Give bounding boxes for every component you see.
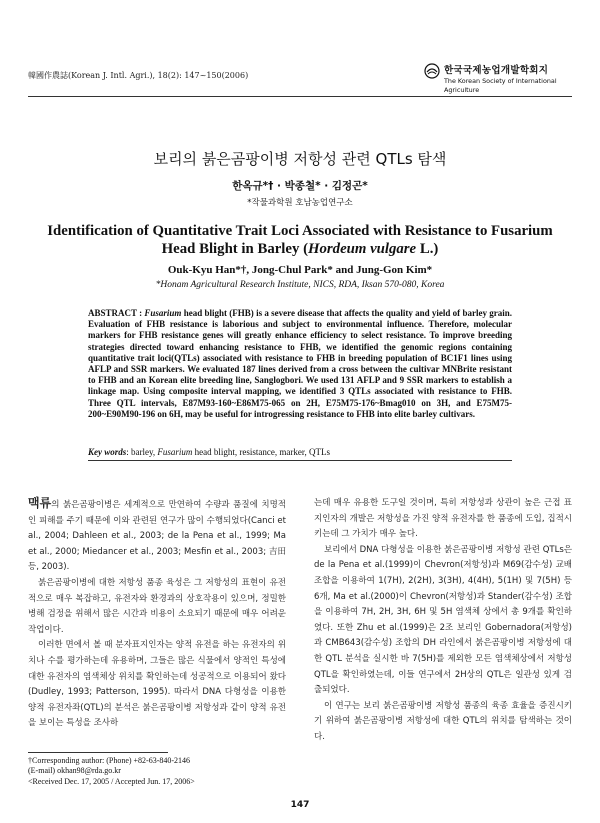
footnote-dates: <Received Dec. 17, 2005 / Accepted Jun. 17, 2006> (28, 776, 195, 786)
body-left-paragraph-2: 붉은곰팡이병에 대한 저항성 품종 육성은 그 저항성의 표현이 유전적으로 매우 복잡하고, 유전자와 환경과의 상호작용이 있으며, 정밀한 병해 검정을 위해서 많은 시간과 비용이 소요되기 때문에 매우 어려운 작업이다. (28, 577, 286, 635)
society-header (424, 62, 557, 94)
header-divider (28, 96, 572, 97)
title-english (40, 222, 560, 258)
body-left-paragraph-1-text: 의 붉은곰팡이병은 세계적으로 만연하여 수량과 품질에 치명적인 피해를 주기 때문에 이와 관련된 연구가 많이 수행되었다(Canci et al., 2004; Dahleen et al., 2003; de la Pena et al., 1999; Ma et al., 2000; Miedancer et al., 2003; Mesfin et al., 2003; 吉田 등, 2003). (28, 500, 286, 573)
title-english-species: Hordeum vulgare (308, 241, 417, 257)
body-right-paragraph-1: 는데 매우 유용한 도구일 것이며, 특히 저항성과 상관이 높은 근접 표지인자의 개발은 저항성을 가진 양적 유전자를 한 품종에 도입, 집적시키는데 그 가치가 매우 높다. (314, 498, 572, 540)
society-name-en-line2: Agriculture (444, 86, 480, 94)
keywords-italic: Fusarium (157, 447, 193, 457)
footnote-email: (E-mail) okhan98@rda.go.kr (28, 766, 121, 776)
society-logo-icon (424, 63, 440, 79)
keywords-pre: : barley, (126, 447, 158, 457)
dropcap: 맥류 (28, 496, 52, 510)
keywords-label: Key words (88, 447, 127, 457)
society-name-en-line1: The Korean Society of International (444, 77, 557, 85)
affiliation-korean: *작물과학원 호남농업연구소 (247, 198, 353, 208)
keywords (88, 447, 512, 457)
title-english-line2-pre: Head Blight in Barley ( (161, 241, 309, 257)
abstract-first-word: Fusarium (144, 308, 182, 318)
body-column-left (28, 496, 286, 732)
page-number: 147 (290, 800, 310, 810)
abstract (88, 308, 512, 420)
body-column-right (314, 496, 572, 746)
title-korean: 보리의 붉은곰팡이병 저항성 관련 QTLs 탐색 (153, 150, 447, 168)
authors-english: Ouk-Kyu Han*†, Jong-Chul Park* and Jung-Gon Kim* (167, 264, 433, 276)
journal-reference: 韓國作農誌(Korean J. Intl. Agri.), 18(2): 147~150(2006) (28, 71, 249, 80)
keywords-post: head blight, resistance, marker, QTLs (192, 447, 331, 457)
title-english-line2-post: L.) (416, 241, 439, 257)
title-english-line1: Identification of Quantitative Trait Loci Associated with Resistance to Fusarium (47, 223, 553, 239)
abstract-label: ABSTRACT : (88, 308, 145, 318)
keywords-divider (88, 460, 512, 461)
body-left-paragraph-1 (28, 496, 286, 576)
footnote-divider (28, 752, 168, 753)
society-text (444, 62, 557, 94)
title-english-line2 (40, 240, 560, 258)
affiliation-english: *Honam Agricultural Research Institute, NICS, RDA, Iksan 570-080, Korea (155, 280, 445, 290)
body-left-paragraph-3: 이러한 면에서 볼 때 분자표지인자는 양적 유전을 하는 유전자의 위치나 수를 평가하는데 유용하며, 그들은 많은 식물에서 양적인 특성에 대한 유전자의 염색체상 위치를 확인하는데 성공적으로 이용되어 왔다(Dudley, 1993; Patterson, 1995). 따라서 DNA 다형성을 이용한 양적 유전자좌(QTL)의 분석은 붉은곰팡이병 저항성과 같이 양적 유전을 보이는 특성을 조사하 (28, 640, 286, 729)
footnote-corresponding-author: †Corresponding author: (Phone) +82-63-840-2146 (28, 756, 191, 765)
body-right-paragraph-2: 보리에서 DNA 다형성을 이용한 붉은곰팡이병 저항성 관련 QTLs은 de la Pena et al.(1999)이 Chevron(저항성)과 M69(감수성) 교배조합을 이용하여 1(7H), 2(2H), 3(3H), 4(4H), 5(1H) 및 7(5H) 등 6개, Ma et al.(2000)이 Chevron(저항성)과 Stander(감수성) 조합을 이용하여 7H, 2H, 3H, 6H 및 5H 염색체 상에서 총 9개를 확인하였다. 또한 Zhu et al.(1999)은 2조 보리인 Gobernadora(저항성)과 CMB643(감수성) 조합의 DH 라인에서 붉은곰팡이병 저항성에 대한 QTL 분석을 실시한 바 7(5H)를 제외한 모든 염색체상에서 저항성 QTL을 확인하였는데, 이들 연구에서 2H상의 QTL은 일관성 있게 검출되었다. (314, 544, 572, 696)
society-name-ko: 한국국제농업개발학회지 (444, 65, 549, 76)
footnote (28, 756, 286, 787)
body-right-paragraph-3: 이 연구는 보리 붉은곰팡이병 저항성 품종의 육종 효율을 증진시키기 위하여 붉은곰팡이병 저항성에 대한 QTL의 위치를 탐색하는 것이다. (314, 700, 572, 742)
abstract-text: head blight (FHB) is a severe disease that affects the quality and yield of barley grain. Evaluation of FHB resistance is laborious and subject to environmental influence. Therefore, molecular markers for FHB resistance genes will greatly enhance efficiency to select resistance. To improve breeding strategies directed toward enhancing resistance to FHB, we identified the genomic regions containing quantitative trait loci(QTLs) associated with resistance to FHB in breeding population of BC1F1 lines using AFLP and SSR markers. We evaluated 187 lines derived from a cross between the cultivar MNBrite resistant to FHB and an Korean elite breeding line, Sanglogbori. We used 131 AFLP and 9 SSR markers to establish a linkage map. Using composite interval mapping, we identified 3 QTLs associated with resistance to FHB. Three QTL intervals, E87M93-160~E86M75-065 on 2H, E75M75-176~Bmag010 on 3H, and E75M75-200~E90M90-196 on 6H, may be useful for introgressing resistance to FHB into elite barley cultivars. (88, 308, 512, 419)
authors-korean: 한옥규*† · 박종철* · 김정곤* (232, 180, 368, 192)
